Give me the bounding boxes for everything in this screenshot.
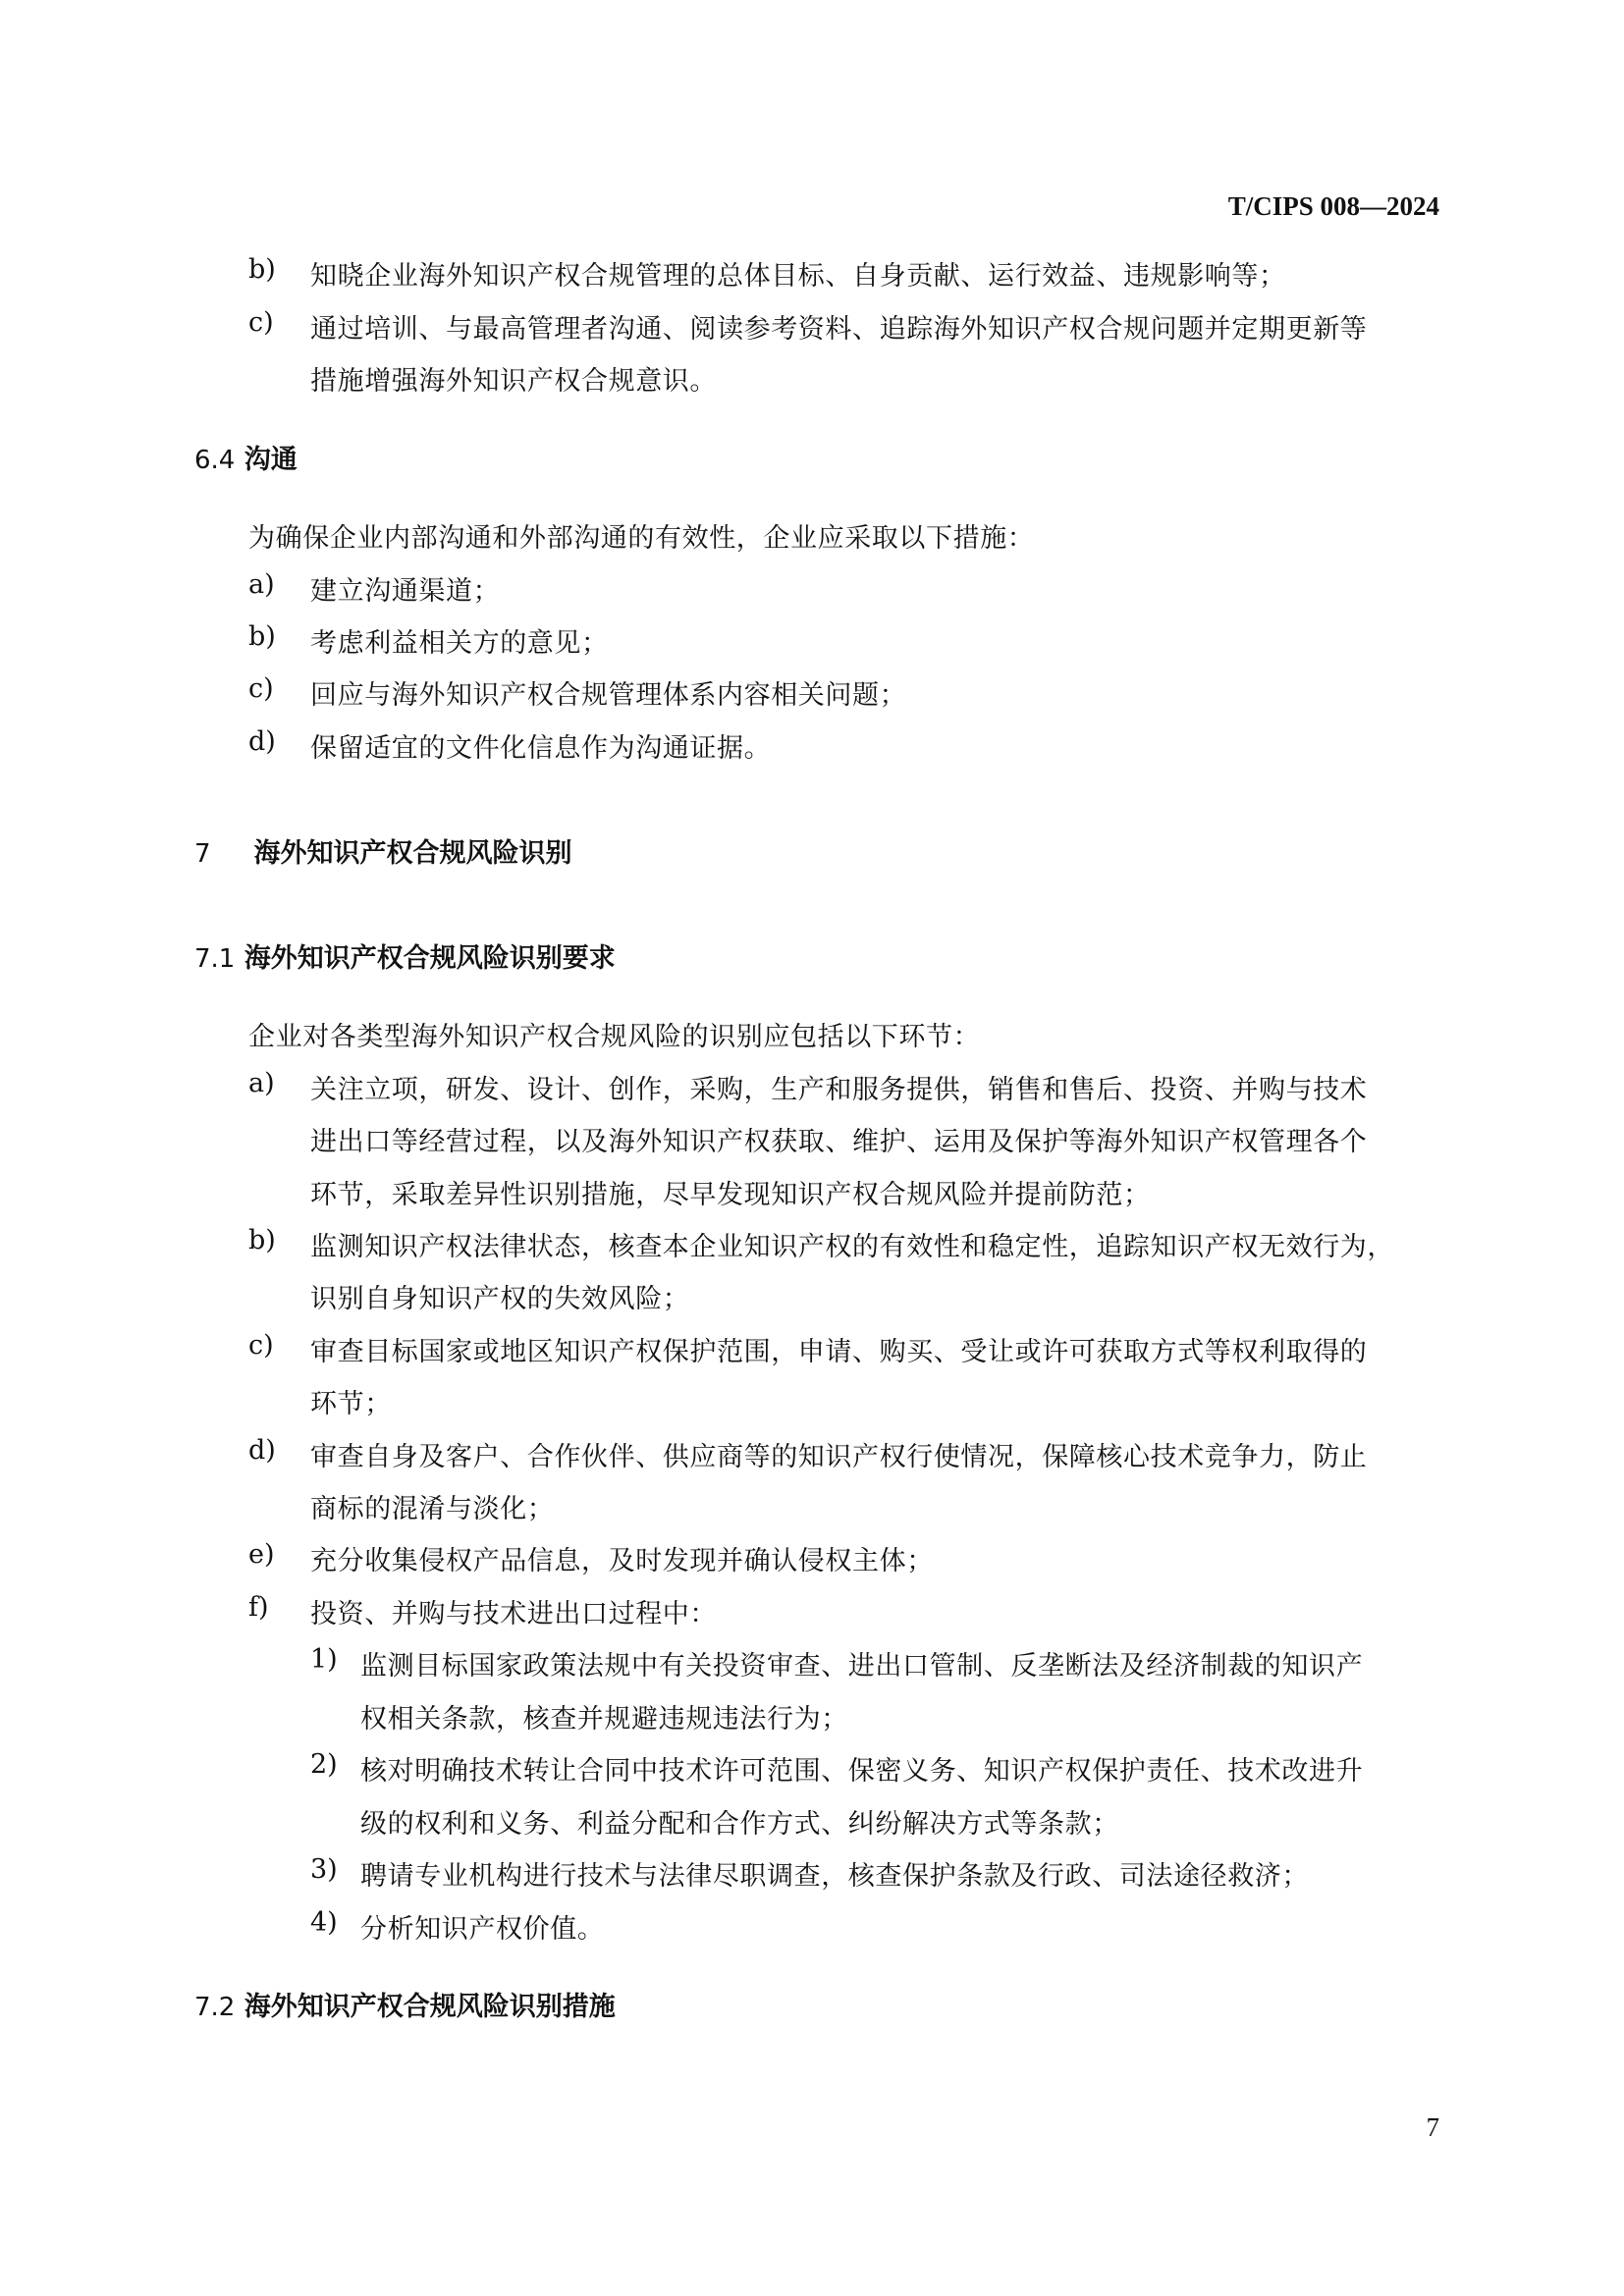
paragraph: 为确保企业内部沟通和外部沟通的有效性，企业应采取以下措施： [248,523,1035,554]
sub-item-text: 分析知识产权价值。 [360,1914,605,1945]
section-number: 6.4 [194,446,236,475]
list-item-text: 通过培训、与最高管理者沟通、阅读参考资料、追踪海外知识产权合规问题并定期更新等 [310,314,1368,345]
list-item-text: 环节，采取差异性识别措施，尽早发现知识产权合规风险并提前防范； [310,1180,1151,1210]
list-item-text: 环节； [310,1389,392,1419]
list-item-text: 建立沟通渠道； [310,576,501,607]
section-number: 7.1 [194,944,236,974]
list-item-text: 进出口等经营过程，以及海外知识产权获取、维护、运用及保护等海外知识产权管理各个 [310,1127,1368,1157]
list-item-text: 回应与海外知识产权合规管理体系内容相关问题； [310,680,907,711]
list-item-marker: a) [248,569,275,600]
list-item-marker: f) [248,1592,269,1623]
list-item-text: 关注立项，研发、设计、创作，采购，生产和服务提供，销售和售后、投资、并购与技术 [310,1075,1368,1105]
page-number: 7 [1426,2112,1439,2142]
list-item-marker: d) [248,726,276,757]
list-item-marker: b) [248,621,276,652]
document-code: T/CIPS 008—2024 [1227,191,1439,221]
list-item-text: 监测知识产权法律状态，核查本企业知识产权的有效性和稳定性，追踪知识产权无效行为， [310,1232,1394,1262]
section-title: 海外知识产权合规风险识别要求 [244,943,616,974]
section-heading-6-4 [194,438,298,476]
section-heading-7-2 [194,1985,616,2023]
sub-item-text: 监测目标国家政策法规中有关投资审查、进出口管制、反垄断法及经济制裁的知识产 [360,1651,1364,1682]
section-title: 沟通 [244,445,298,475]
section-title: 海外知识产权合规风险识别措施 [244,1992,616,2022]
list-item-text: 商标的混淆与淡化； [310,1494,555,1524]
paragraph: 企业对各类型海外知识产权合规风险的识别应包括以下环节： [248,1022,981,1052]
list-item-marker: b) [248,1225,276,1255]
sub-item-text: 核对明确技术转让合同中技术许可范围、保密义务、知识产权保护责任、技术改进升 [360,1756,1364,1787]
chapter-title: 海外知识产权合规风险识别 [253,838,572,869]
list-item-text: 充分收集侵权产品信息，及时发现并确认侵权主体； [310,1546,934,1576]
sub-item-marker: 1) [310,1644,338,1675]
sub-item-marker: 4) [310,1907,338,1938]
list-item-marker: b) [248,254,276,285]
list-item-text: 知晓企业海外知识产权合规管理的总体目标、自身贡献、运行效益、违规影响等； [310,261,1286,292]
list-item-text: 审查自身及客户、合作伙伴、供应商等的知识产权行使情况，保障核心技术竞争力，防止 [310,1442,1368,1472]
sub-item-marker: 2) [310,1749,338,1780]
list-item-marker: c) [248,307,274,338]
sub-item-text: 权相关条款，核查并规避违规违法行为； [360,1704,848,1735]
list-item-text: 保留适宜的文件化信息作为沟通证据。 [310,733,772,764]
list-item-marker: a) [248,1068,275,1098]
list-item-text: 审查目标国家或地区知识产权保护范围，申请、购买、受让或许可获取方式等权利取得的 [310,1337,1368,1367]
list-item-marker: c) [248,1330,274,1361]
list-item-text: 投资、并购与技术进出口过程中： [310,1599,717,1629]
chapter-heading-7 [194,831,572,870]
chapter-number: 7 [194,839,211,869]
sub-item-marker: 3) [310,1854,338,1885]
section-heading-7-1 [194,936,616,975]
section-number: 7.2 [194,1993,236,2022]
list-item-marker: c) [248,673,274,704]
list-item-marker: d) [248,1435,276,1466]
list-item-text: 考虑利益相关方的意见； [310,628,609,659]
list-item-text: 措施增强海外知识产权合规意识。 [310,366,717,397]
sub-item-text: 级的权利和义务、利益分配和合作方式、纠纷解决方式等条款； [360,1809,1119,1840]
sub-item-text: 聘请专业机构进行技术与法律尽职调查，核查保护条款及行政、司法途径救济； [360,1861,1309,1892]
list-item-text: 识别自身知识产权的失效风险； [310,1284,690,1314]
list-item-marker: e) [248,1539,275,1570]
